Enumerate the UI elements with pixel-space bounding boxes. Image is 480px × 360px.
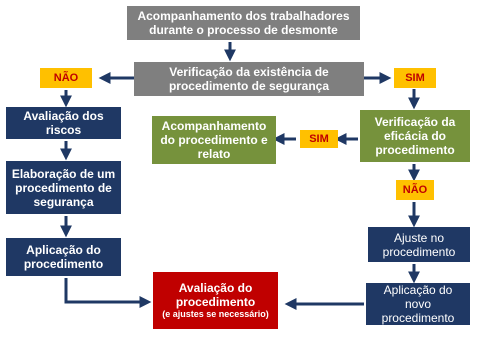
node-risk-evaluation [6,107,121,139]
arrow-app-to-eval [66,278,146,302]
tag-no-left: NÃO [40,68,92,88]
tag-yes-right: SIM [394,68,436,88]
node-procedure-evaluation [153,272,278,329]
node-worker-monitoring-label: Acompanhamento dos trabalhadores durante o processo de desmonte [137,9,350,37]
node-procedure-evaluation-title: Avaliação do procedimento [175,281,256,309]
node-apply-new-procedure-label: Aplicação do novo procedimento [381,283,455,325]
node-procedure-elaboration-label: Elaboração de um procedimento de segurança [11,166,116,209]
node-procedure-elaboration [6,161,121,214]
tag-yes-mid: SIM [300,130,338,148]
node-worker-monitoring [127,6,360,40]
node-procedure-adjustment-label: Ajuste no procedimento [382,230,456,259]
node-apply-new-procedure [366,283,470,325]
node-risk-evaluation-label: Avaliação dos riscos [23,109,104,137]
node-procedure-application [6,238,121,276]
node-procedure-adjustment [368,227,470,262]
node-verify-procedure-exists-label: Verificação da existência de procedimento de segurança [168,65,330,93]
tag-no-right: NÃO [396,180,434,200]
node-follow-and-report [152,116,276,164]
node-procedure-evaluation-note: (e ajustes se necessário) [162,309,269,319]
node-follow-and-report-label: Acompanhamento do procedimento e relato [160,119,268,161]
node-procedure-application-label: Aplicação do procedimento [23,243,104,271]
node-verify-efficacy [360,110,470,162]
node-verify-efficacy-label: Verificação da eficácia do procedimento [374,115,456,157]
node-verify-procedure-exists [134,62,364,96]
